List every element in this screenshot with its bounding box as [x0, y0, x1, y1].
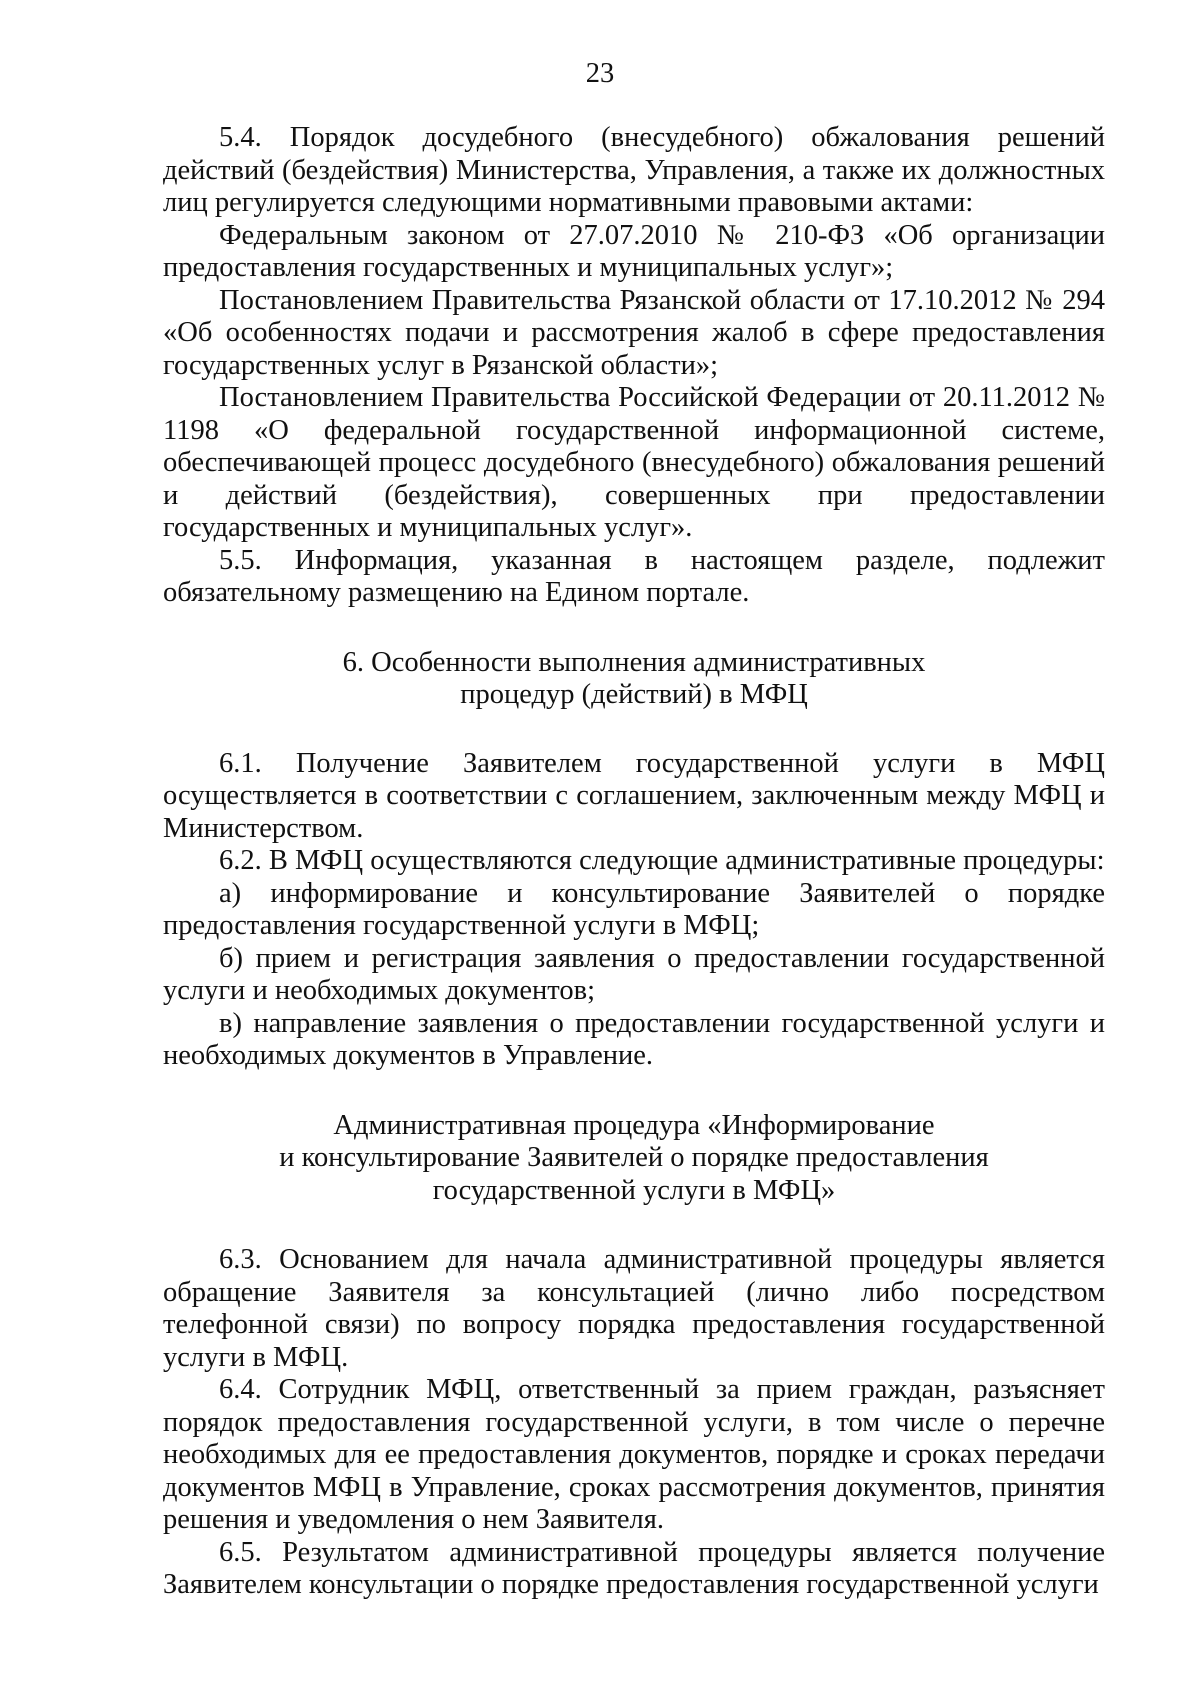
section-6-heading-line: 6. Особенности выполнения административных [342, 646, 926, 678]
list-item-v: в) направление заявления о предоставлении государственной услуги и необходимых документов в Управление. [163, 1007, 1105, 1071]
paragraph-6-4: 6.4. Сотрудник МФЦ, ответственный за прием граждан, разъясняет порядок предоставления государственной услуги, в том числе о перечне необходимых для ее предоставления документов, порядке и сроках передачи документов МФЦ в Управление, сроках рассмотрения документов, принятия решения и уведомления о нем Заявителя. [163, 1374, 1105, 1535]
paragraph-ryazan-resolution: Постановлением Правительства Рязанской области от 17.10.2012 № 294 «Об особенностях подачи и рассмотрения жалоб в сфере предоставления государственных услуг в Рязанской области»; [163, 284, 1105, 381]
paragraph-6-2: 6.2. В МФЦ осуществляются следующие административные процедуры: [219, 845, 1105, 876]
page-content [163, 122, 1105, 1602]
procedure-heading-line: Административная процедура «Информирование [333, 1109, 935, 1141]
page-number: 23 [585, 58, 615, 89]
procedure-heading-line: государственной услуги в МФЦ» [432, 1174, 836, 1206]
paragraph-federal-law: Федеральным законом от 27.07.2010 № 210-ФЗ «Об организации предоставления государственных и муниципальных услуг»; [163, 219, 1105, 283]
paragraph-5-5: 5.5. Информация, указанная в настоящем разделе, подлежит обязательному размещению на Едином портале. [163, 544, 1105, 608]
procedure-heading-line: и консультирование Заявителей о порядке предоставления [279, 1142, 989, 1173]
paragraph-rf-resolution: Постановлением Правительства Российской Федерации от 20.11.2012 № 1198 «О федеральной государственной информационной системе, обеспечивающей процесс досудебного (внесудебного) обжалования решений и действий (бездействия), совершенных при предоставлении государственных и муниципальных услуг». [163, 382, 1105, 543]
procedure-heading [163, 1110, 1105, 1208]
list-item-b: б) прием и регистрация заявления о предоставлении государственной услуги и необходимых документов; [163, 942, 1105, 1006]
paragraph-6-1: 6.1. Получение Заявителем государственной услуги в МФЦ осуществляется в соответствии с соглашением, заключенным между МФЦ и Министерством. [163, 747, 1105, 844]
paragraph-6-3: 6.3. Основанием для начала административной процедуры является обращение Заявителя за консультацией (лично либо посредством телефонной связи) по вопросу порядка предоставления государственной услуги в МФЦ. [163, 1244, 1105, 1373]
section-6-heading [163, 647, 1105, 712]
section-6-heading-line: процедур (действий) в МФЦ [460, 679, 808, 710]
list-item-a: а) информирование и консультирование Заявителей о порядке предоставления государственной услуги в МФЦ; [163, 877, 1105, 941]
paragraph-5-4: 5.4. Порядок досудебного (внесудебного) обжалования решений действий (бездействия) Министерства, Управления, а также их должностных лиц регулируется следующими нормативными правовыми актами: [163, 122, 1105, 218]
paragraph-6-5: 6.5. Результатом административной процедуры является получение Заявителем консультации о порядке предоставления государственной услуги [163, 1536, 1105, 1600]
